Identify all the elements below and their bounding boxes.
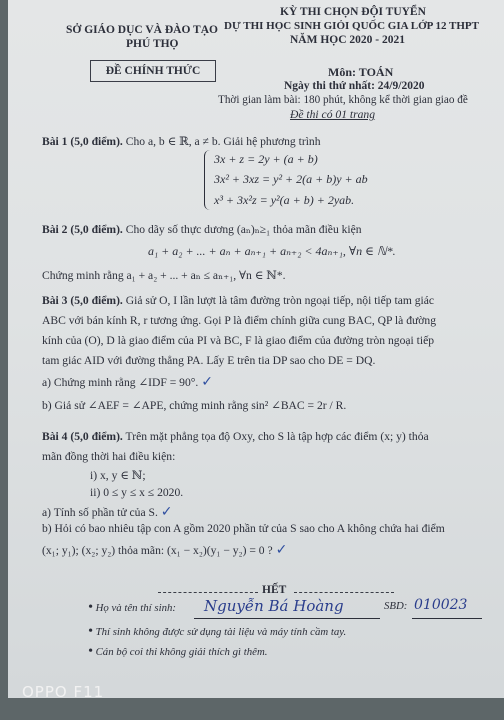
checkmark-icon: ✓ [201,374,213,390]
problem-3-part-a [42,374,213,390]
problem-4-part-b-text: (x₁; y₁); (x₂; y₂) thỏa mãn: (x₁ − x₂)(y₁ − y₂) = 0 ? [42,544,273,557]
bullet-icon: • [88,644,93,659]
problem-2-title: Bài 2 (5,0 điểm). [42,223,123,236]
problem-4-line-1 [42,430,429,443]
problem-2-prove: Chứng minh rằng a₁ + a₂ + ... + aₙ ≤ aₙ₊₁, ∀n ∈ ℕ*. [42,269,286,282]
problem-2-statement [42,222,362,236]
official-label: ĐỀ CHÍNH THỨC [105,65,201,77]
problem-3-line-3: kính của (O), D là giao điểm của PI và BC, F là giao điểm của đường tròn ngoại tiếp [42,334,435,347]
problem-2-condition: a₁ + a₂ + ... + aₙ + aₙ₊₁ + aₙ₊₂ < 4aₙ₊₁, ∀n ∈ ℕ*. [148,244,396,258]
problem-3-title: Bài 3 (5,0 điểm). [42,294,123,307]
condition-i: i) x, y ∈ ℕ; [90,469,146,482]
problem-3-part-b: b) Giả sử ∠AEF = ∠APE, chứng minh rằng sin² ∠BAC = 2r / R. [42,399,347,412]
problem-3-text: Giả sử O, I lần lượt là tâm đường tròn ngoại tiếp, nội tiếp tam giác [125,294,435,307]
candidate-name-row [88,600,176,616]
end-rule-right [294,592,394,593]
note-2-text: Cán bộ coi thi không giải thích gì thêm. [95,646,268,658]
problem-3-line-4: tam giác AID với đường thẳng PA. Lấy E trên tia DP sao cho DE = DQ. [42,354,376,367]
equation-3: x³ + 3x²z = y²(a + b) + 2yab. [214,193,355,207]
exam-title: KỲ THI CHỌN ĐỘI TUYỂN [280,6,426,18]
problem-2-text: Cho dãy số thực dương (aₙ)ₙ≥₁ thỏa mãn điều kiện [125,223,362,236]
problem-4-part-a-text: a) Tính số phần tử của S. [42,506,158,519]
problem-3-line-1 [42,294,434,307]
sbd-underline [412,618,482,619]
name-underline [194,618,380,619]
exam-subtitle: DỰ THI HỌC SINH GIỎI QUỐC GIA LỚP 12 THPT [224,20,479,32]
exam-duration: Thời gian làm bài: 180 phút, không kể thời gian giao đề [218,94,468,106]
province-name: PHÚ THỌ [126,38,179,50]
candidate-name-value: Nguyễn Bá Hoàng [204,597,344,615]
checkmark-icon: ✓ [275,542,288,558]
bullet-icon: • [88,600,93,615]
department-name: SỞ GIÁO DỤC VÀ ĐÀO TẠO [66,24,218,36]
problem-1-text: Cho a, b ∈ ℝ, a ≠ b. Giải hệ phương trình [125,135,321,148]
candidate-name-label: Họ và tên thí sinh: [95,602,176,614]
problem-4-text: Trên mặt phẳng tọa độ Oxy, cho S là tập hợp các điểm (x; y) thỏa [125,430,429,443]
problem-1-statement [42,134,321,148]
end-marker: HẾT [262,584,287,596]
school-year: NĂM HỌC 2020 - 2021 [290,34,405,46]
camera-watermark: OPPO F11 [22,683,105,701]
note-1 [88,624,346,640]
problem-4-title: Bài 4 (5,0 điểm). [42,430,123,443]
system-brace [204,150,213,210]
note-2 [88,644,267,660]
end-rule-left [158,592,258,593]
problem-3-line-2: ABC với bán kính R, r tương ứng. Gọi P là điểm chính giữa cung BAC, QP là đường [42,314,437,327]
sbd-label: SBD: [384,600,408,612]
problem-4-part-a [42,504,173,520]
note-1-text: Thí sinh không được sử dụng tài liệu và máy tính cầm tay. [95,626,347,638]
problem-4-part-b-line-1: b) Hỏi có bao nhiêu tập con A gồm 2020 phần tử của S sao cho A không chứa hai điểm [42,522,445,535]
problem-4-line-2: mãn đồng thời hai điều kiện: [42,450,176,463]
exam-date: Ngày thi thứ nhất: 24/9/2020 [284,80,425,92]
equation-1: 3x + z = 2y + (a + b) [214,152,318,166]
subject: Môn: TOÁN [328,65,394,79]
problem-3-part-a-text: a) Chứng minh rằng ∠IDF = 90°. [42,376,199,389]
official-label-box [90,60,216,82]
exam-paper [8,0,504,698]
page-count: Đề thi có 01 trang [290,108,376,121]
equation-2: 3x² + 3xz = y² + 2(a + b)y + ab [214,172,368,186]
checkmark-icon: ✓ [160,504,173,520]
problem-1-title: Bài 1 (5,0 điểm). [42,135,123,148]
sbd-value: 010023 [414,597,468,613]
condition-ii: ii) 0 ≤ y ≤ x ≤ 2020. [90,486,184,499]
problem-4-part-b-line-2 [42,542,287,558]
bullet-icon: • [88,624,93,639]
